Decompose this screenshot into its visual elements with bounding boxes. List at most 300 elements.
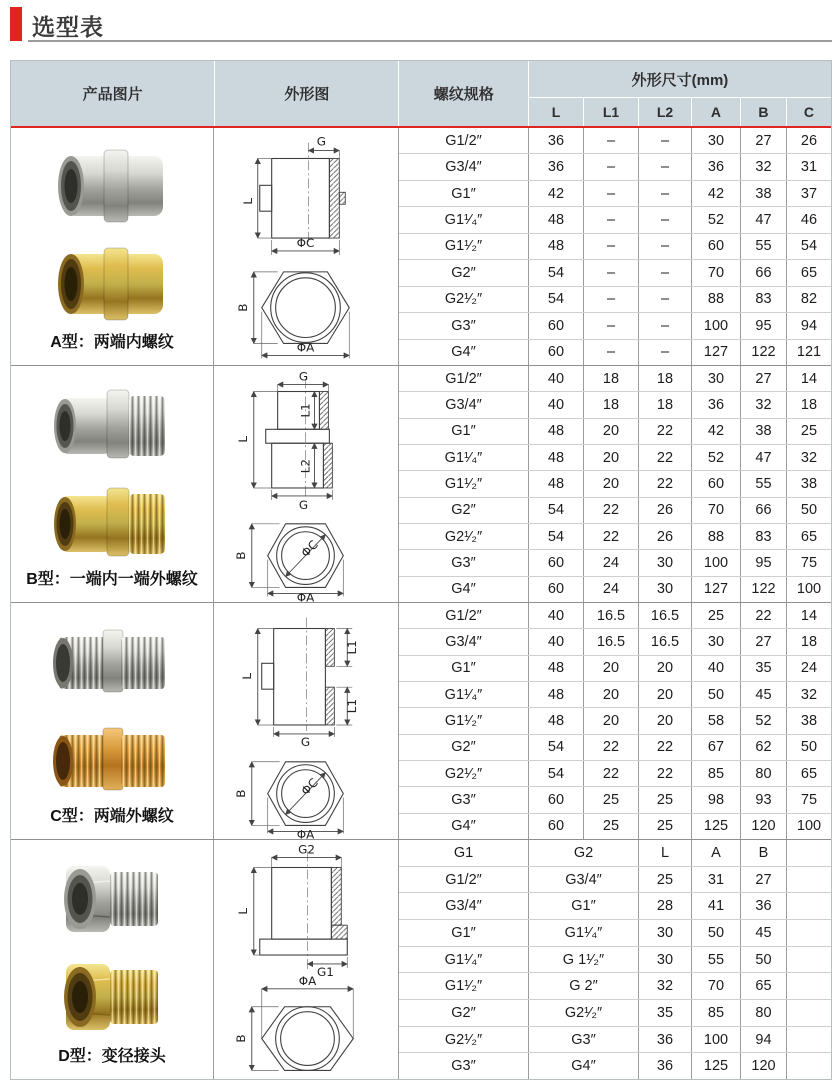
dimension-value-cell: 46: [800, 212, 818, 229]
thread-spec-cell: G2¹⁄₂″: [399, 1027, 529, 1053]
dimension-value-cell: 31: [800, 159, 818, 176]
dimension-value-cell: 38: [800, 712, 818, 729]
thread-spec-cell: G1″: [399, 419, 529, 444]
title-underline: [28, 40, 832, 42]
table-row: [399, 603, 831, 629]
dimension-value-cell: 60: [529, 787, 584, 812]
table-row: [399, 973, 831, 1000]
table-row: [399, 366, 831, 392]
data-rows-c: [399, 603, 831, 839]
col-header-g1: G1: [399, 840, 529, 866]
dimension-value-cell: 100: [796, 818, 822, 835]
col-header-dimensions: 外形尺寸(mm): [529, 61, 831, 98]
dimension-value-cell: 20: [639, 708, 692, 733]
dimension-value-cell: 25: [584, 814, 639, 839]
col-header-l2: L2: [639, 98, 692, 126]
product-photo-cell-a: [11, 128, 214, 365]
dimension-value-cell: 100: [692, 313, 741, 338]
table-row: [399, 947, 831, 974]
dimensions-header-group: [529, 61, 831, 126]
dimension-value-cell: 125: [692, 814, 741, 839]
thread-spec-cell: G1/2″: [399, 128, 529, 153]
outline-drawing-cell-a: [214, 128, 399, 365]
dimension-value-cell: 55: [692, 947, 741, 973]
dimension-value-cell: 16.5: [584, 603, 639, 628]
dimension-value-cell: 42: [529, 181, 584, 206]
dimension-value-cell: 100: [692, 1027, 741, 1053]
dimension-value-cell: 54: [529, 524, 584, 549]
dimension-value-cell: 18: [584, 392, 639, 417]
product-photo-cell-b: [11, 366, 214, 602]
dimension-value-cell: 54: [529, 735, 584, 760]
dimension-value-cell: 42: [692, 181, 741, 206]
dimension-value-cell: 55: [741, 471, 787, 496]
blank-cell: [787, 920, 831, 946]
dimension-value-cell: 22: [639, 445, 692, 470]
dimension-value-cell: 18: [800, 633, 818, 650]
dimension-value-cell: 22: [639, 735, 692, 760]
dimension-value-cell: 20: [584, 656, 639, 681]
dimension-value-cell: 30: [639, 577, 692, 602]
silver-nipple-photo: [47, 619, 177, 703]
dimension-value-cell: 37: [800, 185, 818, 202]
dimension-value-cell: 95: [741, 313, 787, 338]
table-row: [399, 577, 831, 602]
dim-label-phi-c: ΦC: [298, 537, 321, 560]
thread-spec-cell: G2″: [399, 735, 529, 760]
dimension-value-cell: 48: [529, 471, 584, 496]
dimension-value-cell: 18: [800, 396, 818, 413]
data-rows-d: [399, 840, 831, 1079]
dimension-value-cell: 85: [692, 1000, 741, 1026]
thread-spec-cell: G3″: [399, 550, 529, 575]
dimension-value-cell: 36: [692, 392, 741, 417]
col-header-b: B: [741, 840, 787, 866]
dimension-value-cell: 70: [692, 973, 741, 999]
col-header-product-image: 产品图片: [11, 61, 215, 126]
dimension-value-cell: 62: [741, 735, 787, 760]
g2-spec-cell: G4″: [529, 1053, 639, 1079]
dimension-value-cell: 54: [529, 287, 584, 312]
thread-spec-cell: G1¹⁄₂″: [399, 708, 529, 733]
table-row: [399, 629, 831, 655]
table-row: [399, 234, 831, 260]
dimension-value-cell: 22: [584, 735, 639, 760]
dim-label-l1-bottom: L1: [345, 698, 360, 713]
thread-spec-cell: G1¹⁄₄″: [399, 947, 529, 973]
thread-spec-cell: G4″: [399, 814, 529, 839]
table-row: [399, 128, 831, 154]
dimension-value-cell: –: [584, 340, 639, 365]
dimension-value-cell: 50: [692, 682, 741, 707]
dimension-value-cell: 27: [741, 366, 787, 391]
dimension-value-cell: 70: [692, 260, 741, 285]
table-row: [399, 867, 831, 894]
table-row: [399, 1053, 831, 1079]
dimension-value-cell: 22: [584, 761, 639, 786]
dimension-value-cell: 100: [692, 550, 741, 575]
dimension-value-cell: 36: [692, 154, 741, 179]
dimension-value-cell: –: [584, 234, 639, 259]
dimension-value-cell: 18: [639, 366, 692, 391]
outline-drawing-d: [214, 841, 398, 1078]
thread-spec-cell: G1¹⁄₂″: [399, 471, 529, 496]
col-header-a: A: [692, 98, 741, 126]
brass-nipple-photo: [47, 717, 177, 801]
section-type-a: [11, 128, 831, 365]
thread-spec-cell: G2¹⁄₂″: [399, 287, 529, 312]
dim-label-l: L: [235, 907, 250, 915]
thread-spec-cell: G1/2″: [399, 867, 529, 893]
dimension-value-cell: 14: [800, 370, 818, 387]
table-row: [399, 207, 831, 233]
dimension-value-cell: 47: [741, 207, 787, 232]
dimension-value-cell: 47: [741, 445, 787, 470]
dimension-value-cell: –: [584, 287, 639, 312]
dimension-value-cell: 70: [692, 498, 741, 523]
g2-spec-cell: G3″: [529, 1027, 639, 1053]
dimension-value-cell: 58: [692, 708, 741, 733]
product-caption-a: A型：两端内螺纹: [50, 334, 174, 351]
table-row: [399, 920, 831, 947]
product-caption-c: C型：两端外螺纹: [50, 808, 174, 825]
dimension-value-cell: 60: [692, 471, 741, 496]
dimension-value-cell: –: [639, 154, 692, 179]
dimension-value-cell: 20: [584, 708, 639, 733]
dimension-value-cell: 48: [529, 419, 584, 444]
product-caption-d: D型：变径接头: [58, 1048, 166, 1065]
dimension-value-cell: 20: [639, 682, 692, 707]
dimension-value-cell: 40: [529, 603, 584, 628]
section-type-b: [11, 365, 831, 602]
dimension-value-cell: –: [639, 234, 692, 259]
dimension-value-cell: 60: [529, 340, 584, 365]
dim-label-b: B: [233, 551, 248, 560]
dim-label-l: L: [240, 197, 255, 205]
table-row: [399, 814, 831, 839]
table-row: [399, 498, 831, 524]
dimension-value-cell: –: [584, 313, 639, 338]
dimension-value-cell: 25: [584, 787, 639, 812]
blank-cell: [787, 1027, 831, 1053]
dimension-value-cell: 20: [584, 682, 639, 707]
dimension-value-cell: 27: [741, 867, 787, 893]
dimension-value-cell: 93: [741, 787, 787, 812]
thread-spec-cell: G1¹⁄₄″: [399, 445, 529, 470]
dimension-value-cell: 95: [741, 550, 787, 575]
dimension-value-cell: –: [584, 128, 639, 153]
dimension-value-cell: 30: [639, 947, 692, 973]
dimension-value-cell: 38: [800, 475, 818, 492]
blank-cell: [787, 973, 831, 999]
brass-adapter-photo: [47, 480, 177, 564]
dimension-value-cell: 50: [741, 947, 787, 973]
dimension-value-cell: 54: [800, 238, 818, 255]
col-header-c: C: [803, 104, 815, 120]
dimension-value-cell: 54: [529, 761, 584, 786]
dimension-value-cell: 50: [800, 502, 818, 519]
dimension-value-cell: 42: [692, 419, 741, 444]
dimension-value-cell: 80: [741, 1000, 787, 1026]
dim-label-l1-top: L1: [345, 639, 360, 655]
dimension-value-cell: 35: [639, 1000, 692, 1026]
table-row: [399, 313, 831, 339]
dimension-value-cell: 48: [529, 656, 584, 681]
dimension-value-cell: 48: [529, 445, 584, 470]
dimension-value-cell: 30: [692, 629, 741, 654]
dim-label-phi-a: ΦA: [296, 340, 315, 355]
dim-label-l: L: [239, 672, 254, 680]
outline-drawing-b: [214, 366, 398, 603]
table-row: [399, 550, 831, 576]
dimension-value-cell: 26: [639, 524, 692, 549]
dimension-value-cell: 20: [584, 419, 639, 444]
outline-drawing-cell-c: [214, 603, 399, 839]
dimension-value-cell: 94: [741, 1027, 787, 1053]
dimension-value-cell: 25: [639, 814, 692, 839]
col-header-l: L: [639, 840, 692, 866]
dimension-value-cell: 16.5: [639, 603, 692, 628]
col-header-l: L: [529, 98, 584, 126]
dimension-value-cell: –: [639, 340, 692, 365]
dimension-value-cell: 82: [800, 291, 818, 308]
dimension-value-cell: –: [639, 207, 692, 232]
col-header-g2: G2: [529, 840, 639, 866]
dimension-value-cell: 27: [741, 629, 787, 654]
dimension-value-cell: 36: [741, 893, 787, 919]
dimension-value-cell: 80: [741, 761, 787, 786]
thread-spec-cell: G1″: [399, 181, 529, 206]
dimension-value-cell: 38: [741, 419, 787, 444]
thread-spec-cell: G3/4″: [399, 154, 529, 179]
dimension-value-cell: 22: [639, 761, 692, 786]
section-type-d: [11, 839, 831, 1079]
dimension-value-cell: 38: [741, 181, 787, 206]
dimension-value-cell: 16.5: [584, 629, 639, 654]
dimension-value-cell: 88: [692, 524, 741, 549]
dim-label-g: G: [316, 134, 327, 149]
thread-spec-cell: G1″: [399, 920, 529, 946]
dimension-value-cell: 40: [529, 366, 584, 391]
dimension-value-cell: 66: [741, 260, 787, 285]
dim-label-b: B: [233, 1034, 248, 1043]
table-row: [399, 787, 831, 813]
col-header-blank: [787, 840, 831, 866]
dimension-value-cell: 25: [639, 867, 692, 893]
dimension-value-cell: 36: [639, 1053, 692, 1079]
g2-spec-cell: G1¹⁄₄″: [529, 920, 639, 946]
dimension-value-cell: –: [639, 128, 692, 153]
thread-spec-cell: G1¹⁄₄″: [399, 682, 529, 707]
dimension-value-cell: 120: [741, 1053, 787, 1079]
g2-spec-cell: G 2″: [529, 973, 639, 999]
brass-coupling-photo: [47, 242, 177, 326]
table-row: [399, 392, 831, 418]
dimension-value-cell: 55: [741, 234, 787, 259]
col-header-a: A: [692, 840, 741, 866]
dimension-value-cell: 40: [529, 392, 584, 417]
table-row: [399, 181, 831, 207]
dimension-value-cell: 30: [639, 920, 692, 946]
thread-spec-cell: G3″: [399, 1053, 529, 1079]
dim-label-l1: L1: [298, 402, 313, 418]
dimension-value-cell: 35: [741, 656, 787, 681]
silver-coupling-photo: [47, 144, 177, 228]
dimension-value-cell: 48: [529, 708, 584, 733]
dim-label-b: B: [235, 303, 250, 312]
dimension-value-cell: –: [584, 260, 639, 285]
dimension-value-cell: 94: [800, 317, 818, 334]
dim-label-l2: L2: [298, 458, 313, 473]
thread-spec-cell: G1″: [399, 656, 529, 681]
thread-spec-cell: G2¹⁄₂″: [399, 524, 529, 549]
blank-cell: [787, 947, 831, 973]
dimension-value-cell: 20: [584, 471, 639, 496]
dimension-value-cell: 75: [800, 791, 818, 808]
table-row: [399, 340, 831, 365]
dimension-value-cell: 45: [741, 920, 787, 946]
dimension-value-cell: 32: [800, 449, 818, 466]
dimension-value-cell: 30: [692, 128, 741, 153]
table-row: [399, 656, 831, 682]
dimension-value-cell: 54: [529, 498, 584, 523]
dimension-value-cell: 25: [800, 423, 818, 440]
dimension-value-cell: –: [584, 154, 639, 179]
blank-cell: [787, 1000, 831, 1026]
dimension-value-cell: 60: [529, 577, 584, 602]
dim-label-g-top: G: [298, 369, 309, 384]
dimension-value-cell: 32: [639, 973, 692, 999]
dimension-value-cell: 65: [800, 264, 818, 281]
thread-spec-cell: G2″: [399, 260, 529, 285]
table-row: [399, 287, 831, 313]
dim-label-phi-a: ΦA: [296, 589, 315, 603]
dimension-value-cell: 85: [692, 761, 741, 786]
page-title: 选型表: [32, 14, 104, 40]
col-header-outline-drawing: 外形图: [215, 61, 399, 126]
thread-spec-cell: G3/4″: [399, 392, 529, 417]
outline-drawing-c: [214, 603, 398, 840]
product-caption-b: B型：一端内一端外螺纹: [26, 571, 198, 588]
dimension-value-cell: 54: [529, 260, 584, 285]
blank-cell: [787, 893, 831, 919]
dimension-value-cell: 127: [692, 340, 741, 365]
data-rows-a: [399, 128, 831, 365]
dimension-value-cell: 60: [529, 814, 584, 839]
dimension-value-cell: 31: [692, 867, 741, 893]
dimension-value-cell: 30: [692, 366, 741, 391]
thread-spec-cell: G1¹⁄₂″: [399, 973, 529, 999]
dimension-value-cell: 27: [741, 128, 787, 153]
dimension-value-cell: 18: [639, 392, 692, 417]
data-rows-b: [399, 366, 831, 602]
dimension-value-cell: 52: [692, 445, 741, 470]
outline-drawing-cell-b: [214, 366, 399, 602]
dimension-value-cell: 32: [741, 154, 787, 179]
dimension-value-cell: 67: [692, 735, 741, 760]
dimension-value-cell: 26: [800, 132, 818, 149]
dimension-value-cell: 52: [692, 207, 741, 232]
dimension-value-cell: 50: [692, 920, 741, 946]
dimension-value-cell: 120: [741, 814, 787, 839]
dim-label-g1: G1: [316, 964, 334, 979]
dimension-value-cell: 36: [529, 128, 584, 153]
outline-drawing-a: [214, 128, 398, 365]
dimension-value-cell: 98: [692, 787, 741, 812]
dimension-value-cell: 22: [639, 471, 692, 496]
dimension-value-cell: 83: [741, 287, 787, 312]
section-type-c: [11, 602, 831, 839]
blank-cell: [787, 1053, 831, 1079]
dimension-subheaders: [529, 98, 831, 126]
dimension-value-cell: 24: [800, 660, 818, 677]
dim-label-phi-a: ΦA: [298, 973, 317, 988]
table-row: [399, 445, 831, 471]
dimension-value-cell: –: [639, 287, 692, 312]
brass-bushing-photo: [54, 954, 170, 1038]
dimension-value-cell: 40: [692, 656, 741, 681]
thread-spec-cell: G3″: [399, 313, 529, 338]
dim-label-phi-a: ΦA: [296, 826, 315, 840]
dimension-value-cell: 41: [692, 893, 741, 919]
thread-spec-cell: G1¹⁄₂″: [399, 234, 529, 259]
dim-label-g: G: [300, 734, 311, 749]
dimension-value-cell: 36: [529, 154, 584, 179]
dim-label-g-bottom: G: [298, 497, 309, 512]
dimension-value-cell: 75: [800, 554, 818, 571]
g2-spec-cell: G2¹⁄₂″: [529, 1000, 639, 1026]
thread-spec-cell: G2¹⁄₂″: [399, 761, 529, 786]
table-row: [399, 419, 831, 445]
dim-label-b: B: [233, 789, 248, 798]
dimension-value-cell: 100: [796, 581, 822, 598]
dimension-value-cell: 36: [639, 1027, 692, 1053]
dimension-value-cell: 52: [741, 708, 787, 733]
dimension-value-cell: 65: [800, 528, 818, 545]
table-row: [399, 708, 831, 734]
dimension-value-cell: 22: [639, 419, 692, 444]
dimension-value-cell: 25: [692, 603, 741, 628]
dimension-value-cell: 25: [639, 787, 692, 812]
outline-drawing-cell-d: [214, 840, 399, 1079]
dimension-value-cell: 65: [741, 973, 787, 999]
dimension-value-cell: 50: [800, 739, 818, 756]
dimension-value-cell: –: [584, 207, 639, 232]
silver-adapter-photo: [47, 382, 177, 466]
dimension-value-cell: 20: [584, 445, 639, 470]
dimension-value-cell: 83: [741, 524, 787, 549]
thread-spec-cell: G2″: [399, 498, 529, 523]
dimension-value-cell: 22: [741, 603, 787, 628]
product-photo-cell-d: [11, 840, 214, 1079]
table-row: [399, 682, 831, 708]
dim-label-phi-c: ΦC: [298, 775, 321, 798]
dimension-value-cell: 40: [529, 629, 584, 654]
dimension-value-cell: 88: [692, 287, 741, 312]
table-row: [399, 260, 831, 286]
thread-spec-cell: G3/4″: [399, 629, 529, 654]
table-row: [399, 1000, 831, 1027]
table-row: [399, 471, 831, 497]
dimension-value-cell: 22: [584, 524, 639, 549]
dimension-value-cell: 45: [741, 682, 787, 707]
table-row: [399, 524, 831, 550]
table-row: [399, 735, 831, 761]
dimension-value-cell: 65: [800, 765, 818, 782]
g2-spec-cell: G3/4″: [529, 867, 639, 893]
table-header: [11, 61, 831, 126]
dimension-value-cell: 18: [584, 366, 639, 391]
